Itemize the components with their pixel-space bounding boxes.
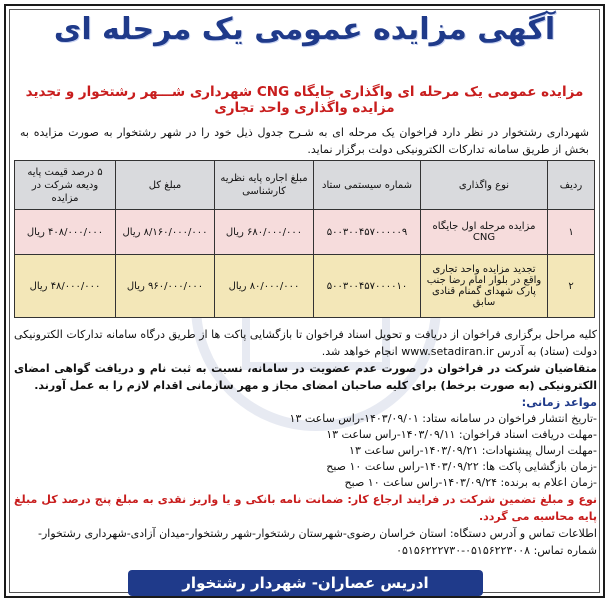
cell-type: تجدید مزایده واحد تجاری واقع در بلوار امام رضا جنب پارک شهدای گمنام قنادی سابق bbox=[421, 255, 548, 318]
date-item: -زمان اعلام به برنده: ۱۴۰۳/۰۹/۲۴-راس ساعت ۱۰ صبح bbox=[344, 476, 597, 489]
intro-paragraph: شهرداری رشتخوار در نظر دارد فراخوان یک مرحله ای به شـرح جدول ذیل خود را در شهر رشتخوار به صورت مزایده به بخش از طریق سامانه تدارکات الکترونیکی دولت برگزار نماید. bbox=[20, 126, 589, 156]
notice-body bbox=[14, 326, 597, 559]
date-item: -تاریخ انتشار فراخوان در سامانه ستاد: ۱۴۰۳/۰۹/۰۱-راس ساعت ۱۳ bbox=[289, 412, 597, 425]
cell-total: ۹۶۰/۰۰۰/۰۰۰ ریال bbox=[116, 255, 215, 318]
cell-total: ۸/۱۶۰/۰۰۰/۰۰۰ ریال bbox=[116, 210, 215, 255]
contact-address: اطلاعات تماس و آدرس دستگاه: استان خراسان رضوی-شهرستان رشتخوار-شهر رشتخوار-میدان آزادی-شهرداری رشتخوار- bbox=[38, 527, 597, 540]
cell-row-number: ۱ bbox=[548, 210, 595, 255]
col-header-deposit: ۵ درصد قیمت پایه ودیعه شرکت در مزایده bbox=[15, 161, 116, 210]
table-row bbox=[15, 210, 595, 255]
col-header-system-no: شماره سیستمی ستاد bbox=[314, 161, 421, 210]
cell-deposit: ۴۸/۰۰۰/۰۰۰ ریال bbox=[15, 255, 116, 318]
date-item: -زمان بازگشایی پاکت ها: ۱۴۰۳/۰۹/۲۲-راس ساعت ۱۰ صبح bbox=[326, 460, 597, 473]
cell-row-number: ۲ bbox=[548, 255, 595, 318]
table-header-row bbox=[15, 161, 595, 210]
cell-base-rent: ۸۰/۰۰۰/۰۰۰ ریال bbox=[215, 255, 314, 318]
registration-paragraph: متقاضیان شرکت در فراخوان در صورت عدم عضویت در سامانه، نسبت به ثبت نام و دریافت گواهی امضای الکترونیکی (به صورت برخط) برای کلیه صاحبان امضای مجاز و مهر سازمانی اقدام لازم را به عمل آورند. bbox=[14, 362, 597, 392]
notice-title: آگهی مزایده عمومی یک مرحله ای bbox=[53, 12, 556, 47]
procedure-paragraph: کلیه مراحل برگزاری فراخوان از دریافت و تحویل اسناد فراخوان تا بازگشایی پاکت ها از طریق درگاه سامانه تدارکات الکترونیکی دولت (ستاد) به آدرس www.setadiran.ir انجام خواهد شد. bbox=[14, 328, 597, 358]
deposit-note: نوع و مبلغ تضمین شرکت در فرایند ارجاع کار: ضمانت نامه بانکی و یا واریز نقدی به مبلغ پنج درصد کل مبلغ پایه محاسبه می گردد. bbox=[14, 493, 597, 523]
dates-title: مواعد زمانی: bbox=[521, 395, 597, 409]
col-header-type: نوع واگذاری bbox=[421, 161, 548, 210]
date-item: -مهلت ارسال پیشنهادات: ۱۴۰۳/۰۹/۲۱-راس ساعت ۱۳ bbox=[349, 444, 597, 457]
table-row bbox=[15, 255, 595, 318]
mayor-signature-banner: ادریس عصاران- شهردار رشتخوار bbox=[128, 570, 483, 596]
cell-system-no: ۵۰۰۳۰۰۴۵۷۰۰۰۰۱۰ bbox=[314, 255, 421, 318]
cell-type: مزایده مرحله اول جایگاه CNG bbox=[421, 210, 548, 255]
auction-table bbox=[14, 160, 595, 318]
col-header-base-rent: مبلغ اجاره پایه نظریه کارشناسی bbox=[215, 161, 314, 210]
notice-subtitle: مزایده عمومی یک مرحله ای واگذاری جایگاه CNG شهرداری شـــهر رشتخوار و تجدید مزایده واگذاری واحد تجاری bbox=[25, 84, 584, 116]
cell-system-no: ۵۰۰۳۰۰۴۵۷۰۰۰۰۰۹ bbox=[314, 210, 421, 255]
date-item: -مهلت دریافت اسناد فراخوان: ۱۴۰۳/۰۹/۱۱-راس ساعت ۱۳ bbox=[326, 428, 597, 441]
col-header-row-number: ردیف bbox=[548, 161, 595, 210]
col-header-total: مبلغ کل bbox=[116, 161, 215, 210]
contact-phone: شماره تماس: ۰۵۱۵۶۲۲۳۰۰۸-۰۵۱۵۶۲۲۲۷۳۰ bbox=[396, 544, 597, 557]
cell-base-rent: ۶۸۰/۰۰۰/۰۰۰ ریال bbox=[215, 210, 314, 255]
cell-deposit: ۴۰۸/۰۰۰/۰۰۰ ریال bbox=[15, 210, 116, 255]
